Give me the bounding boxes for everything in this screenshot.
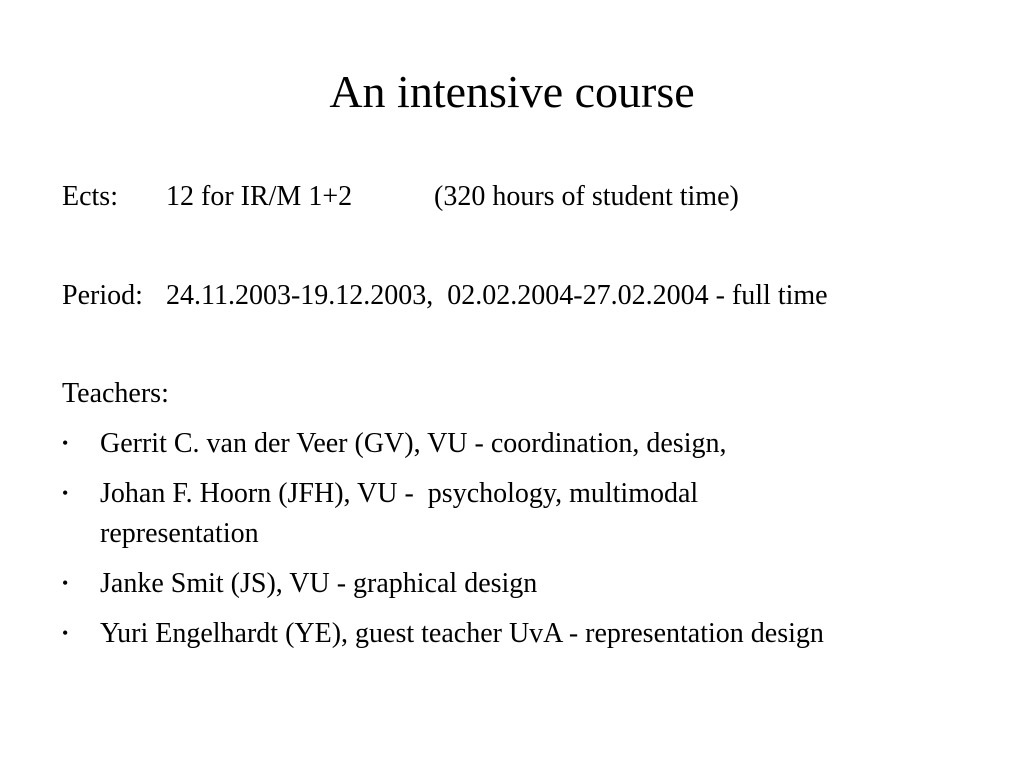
bullet-icon: • (62, 483, 69, 503)
bullet-icon: • (62, 623, 69, 643)
teacher-item: Johan F. Hoorn (JFH), VU - psychology, multimodal (100, 478, 699, 509)
ects-label: Ects: (62, 181, 118, 212)
ects-note: (320 hours of student time) (434, 181, 739, 212)
teacher-item: Gerrit C. van der Veer (GV), VU - coordination, design, (100, 428, 727, 459)
period-label: Period: (62, 280, 143, 311)
slide-title: An intensive course (329, 66, 695, 117)
teacher-item: Yuri Engelhardt (YE), guest teacher UvA - representation design (100, 618, 824, 649)
teachers-label: Teachers: (62, 378, 169, 409)
bullet-icon: • (62, 433, 69, 453)
teacher-item: Janke Smit (JS), VU - graphical design (100, 568, 538, 599)
period-value: 24.11.2003-19.12.2003, 02.02.2004-27.02.2004 - full time (166, 280, 828, 311)
bullet-icon: • (62, 573, 69, 593)
teacher-item-continuation: representation (100, 518, 259, 549)
ects-value: 12 for IR/M 1+2 (166, 181, 353, 212)
